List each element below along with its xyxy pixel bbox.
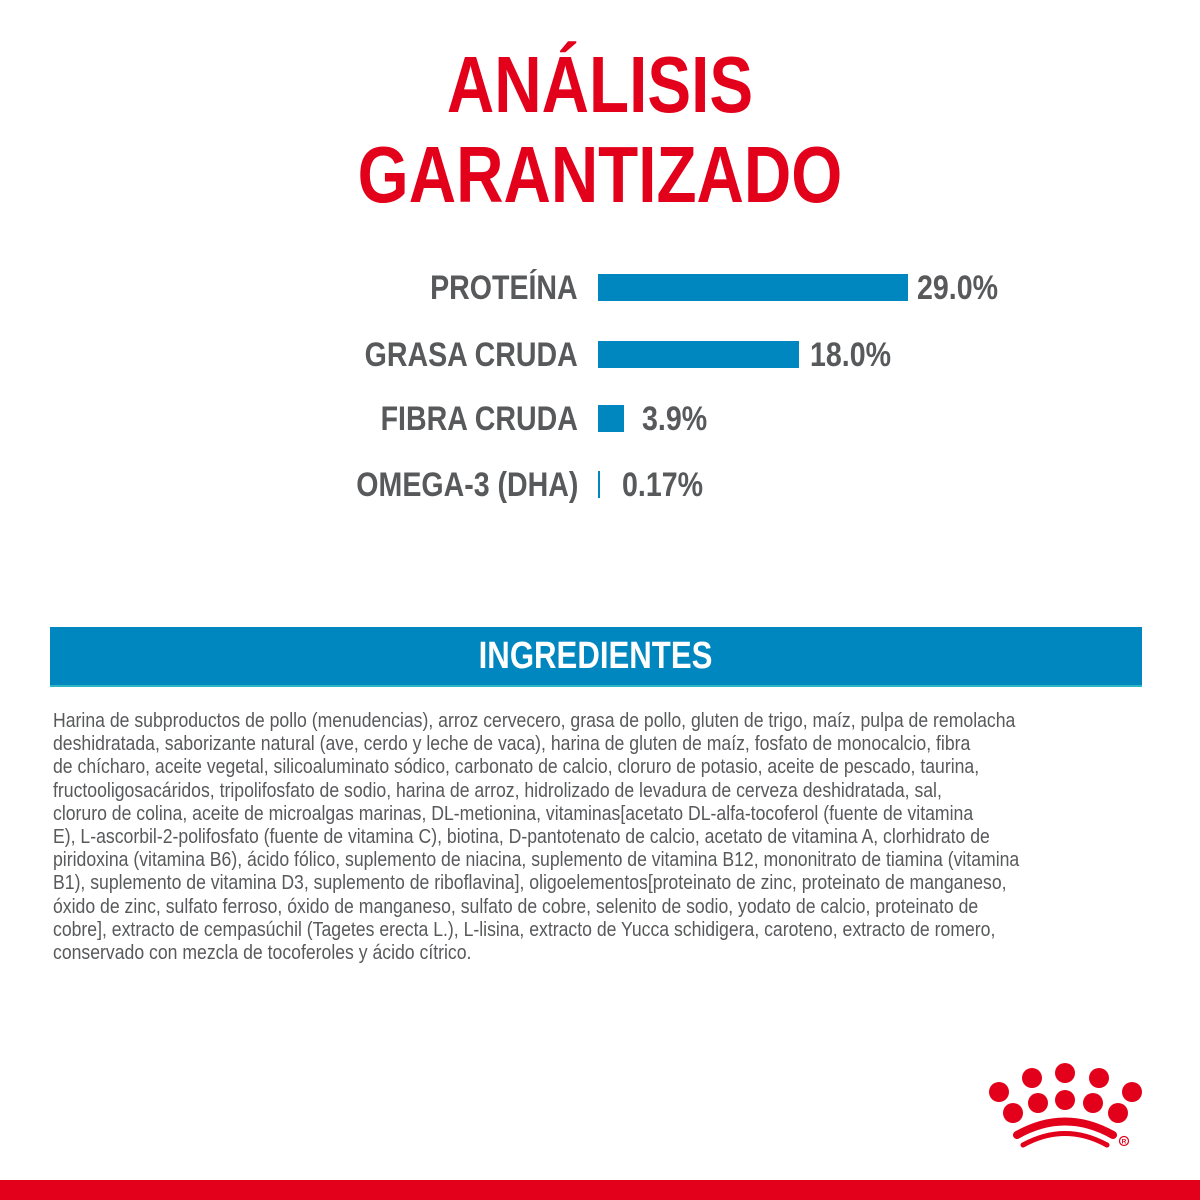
title-line-1: ANÁLISIS: [446, 40, 754, 129]
chart-row-protein: [0, 268, 1200, 308]
bar: [598, 471, 600, 498]
chart-row-crude-fat: [0, 335, 1200, 375]
ingredients-line: de chícharo, aceite vegetal, silicoaluminato sódico, carbonato de calcio, cloruro de potasio, aceite de pescado, taurina,: [53, 755, 980, 779]
bar: [598, 405, 624, 432]
royal-canin-crown-icon: [985, 1060, 1145, 1155]
bar-label: OMEGA-3 (DHA): [355, 466, 578, 504]
ingredients-line: E), L-ascorbil-2-polifosfato (fuente de vitamina C), biotina, D-pantotenato de calcio, acetato de vitamina A, clorhidrato de: [53, 825, 990, 849]
chart-row-omega-3: [0, 465, 1200, 505]
bottom-brand-bar: [0, 1180, 1200, 1200]
ingredients-line: piridoxina (vitamina B6), ácido fólico, suplemento de niacina, suplemento de vitamina B12, mononitrato de tiamina (vitamina: [53, 848, 1020, 872]
ingredients-line: fructooligosacáridos, tripolifosfato de sodio, harina de arroz, hidrolizado de levadura de cerveza deshidratada, sal,: [53, 778, 942, 802]
ingredients-text: [53, 709, 1150, 964]
bar-label: GRASA CRUDA: [364, 336, 578, 374]
svg-text:R: R: [1121, 1138, 1127, 1146]
bar-value: 29.0%: [917, 269, 998, 307]
ingredients-line: cobre], extracto de cempasúchil (Tagetes erecta L.), L-lisina, extracto de Yucca schidigera, caroteno, extracto de romero,: [53, 917, 996, 941]
guaranteed-analysis-chart: [0, 0, 1200, 520]
bar-value: 3.9%: [642, 400, 708, 438]
bar-value: 0.17%: [622, 466, 703, 504]
bar-label: PROTEÍNA: [430, 269, 578, 307]
title-line-2: GARANTIZADO: [357, 130, 843, 219]
ingredients-line: óxido de zinc, sulfato ferroso, óxido de manganeso, sulfato de cobre, selenito de sodio, yodato de calcio, proteinato de: [53, 894, 979, 918]
bar: [598, 341, 799, 368]
bar-value: 18.0%: [810, 336, 891, 374]
bar-label: FIBRA CRUDA: [380, 400, 578, 438]
ingredients-line: deshidratada, saborizante natural (ave, cerdo y leche de vaca), harina de gluten de maíz, fosfato de monocalcio, fibra: [53, 732, 971, 756]
ingredients-line: Harina de subproductos de pollo (menudencias), arroz cervecero, grasa de pollo, gluten de trigo, maíz, pulpa de remolacha: [53, 709, 1016, 732]
ingredients-heading: INGREDIENTES: [479, 634, 713, 677]
ingredients-header: [50, 627, 1142, 687]
ingredients-line: cloruro de colina, aceite de microalgas marinas, DL-metionina, vitaminas[acetato DL-alfa-tocoferol (fuente de vitamina: [53, 801, 974, 825]
ingredients-line: B1), suplemento de vitamina D3, suplemento de riboflavina], oligoelementos[proteinato de zinc, proteinato de manganeso,: [53, 871, 1007, 895]
ingredients-line: conservado con mezcla de tocoferoles y ácido cítrico.: [53, 941, 472, 965]
bar: [598, 274, 908, 301]
chart-row-crude-fiber: [0, 399, 1200, 439]
